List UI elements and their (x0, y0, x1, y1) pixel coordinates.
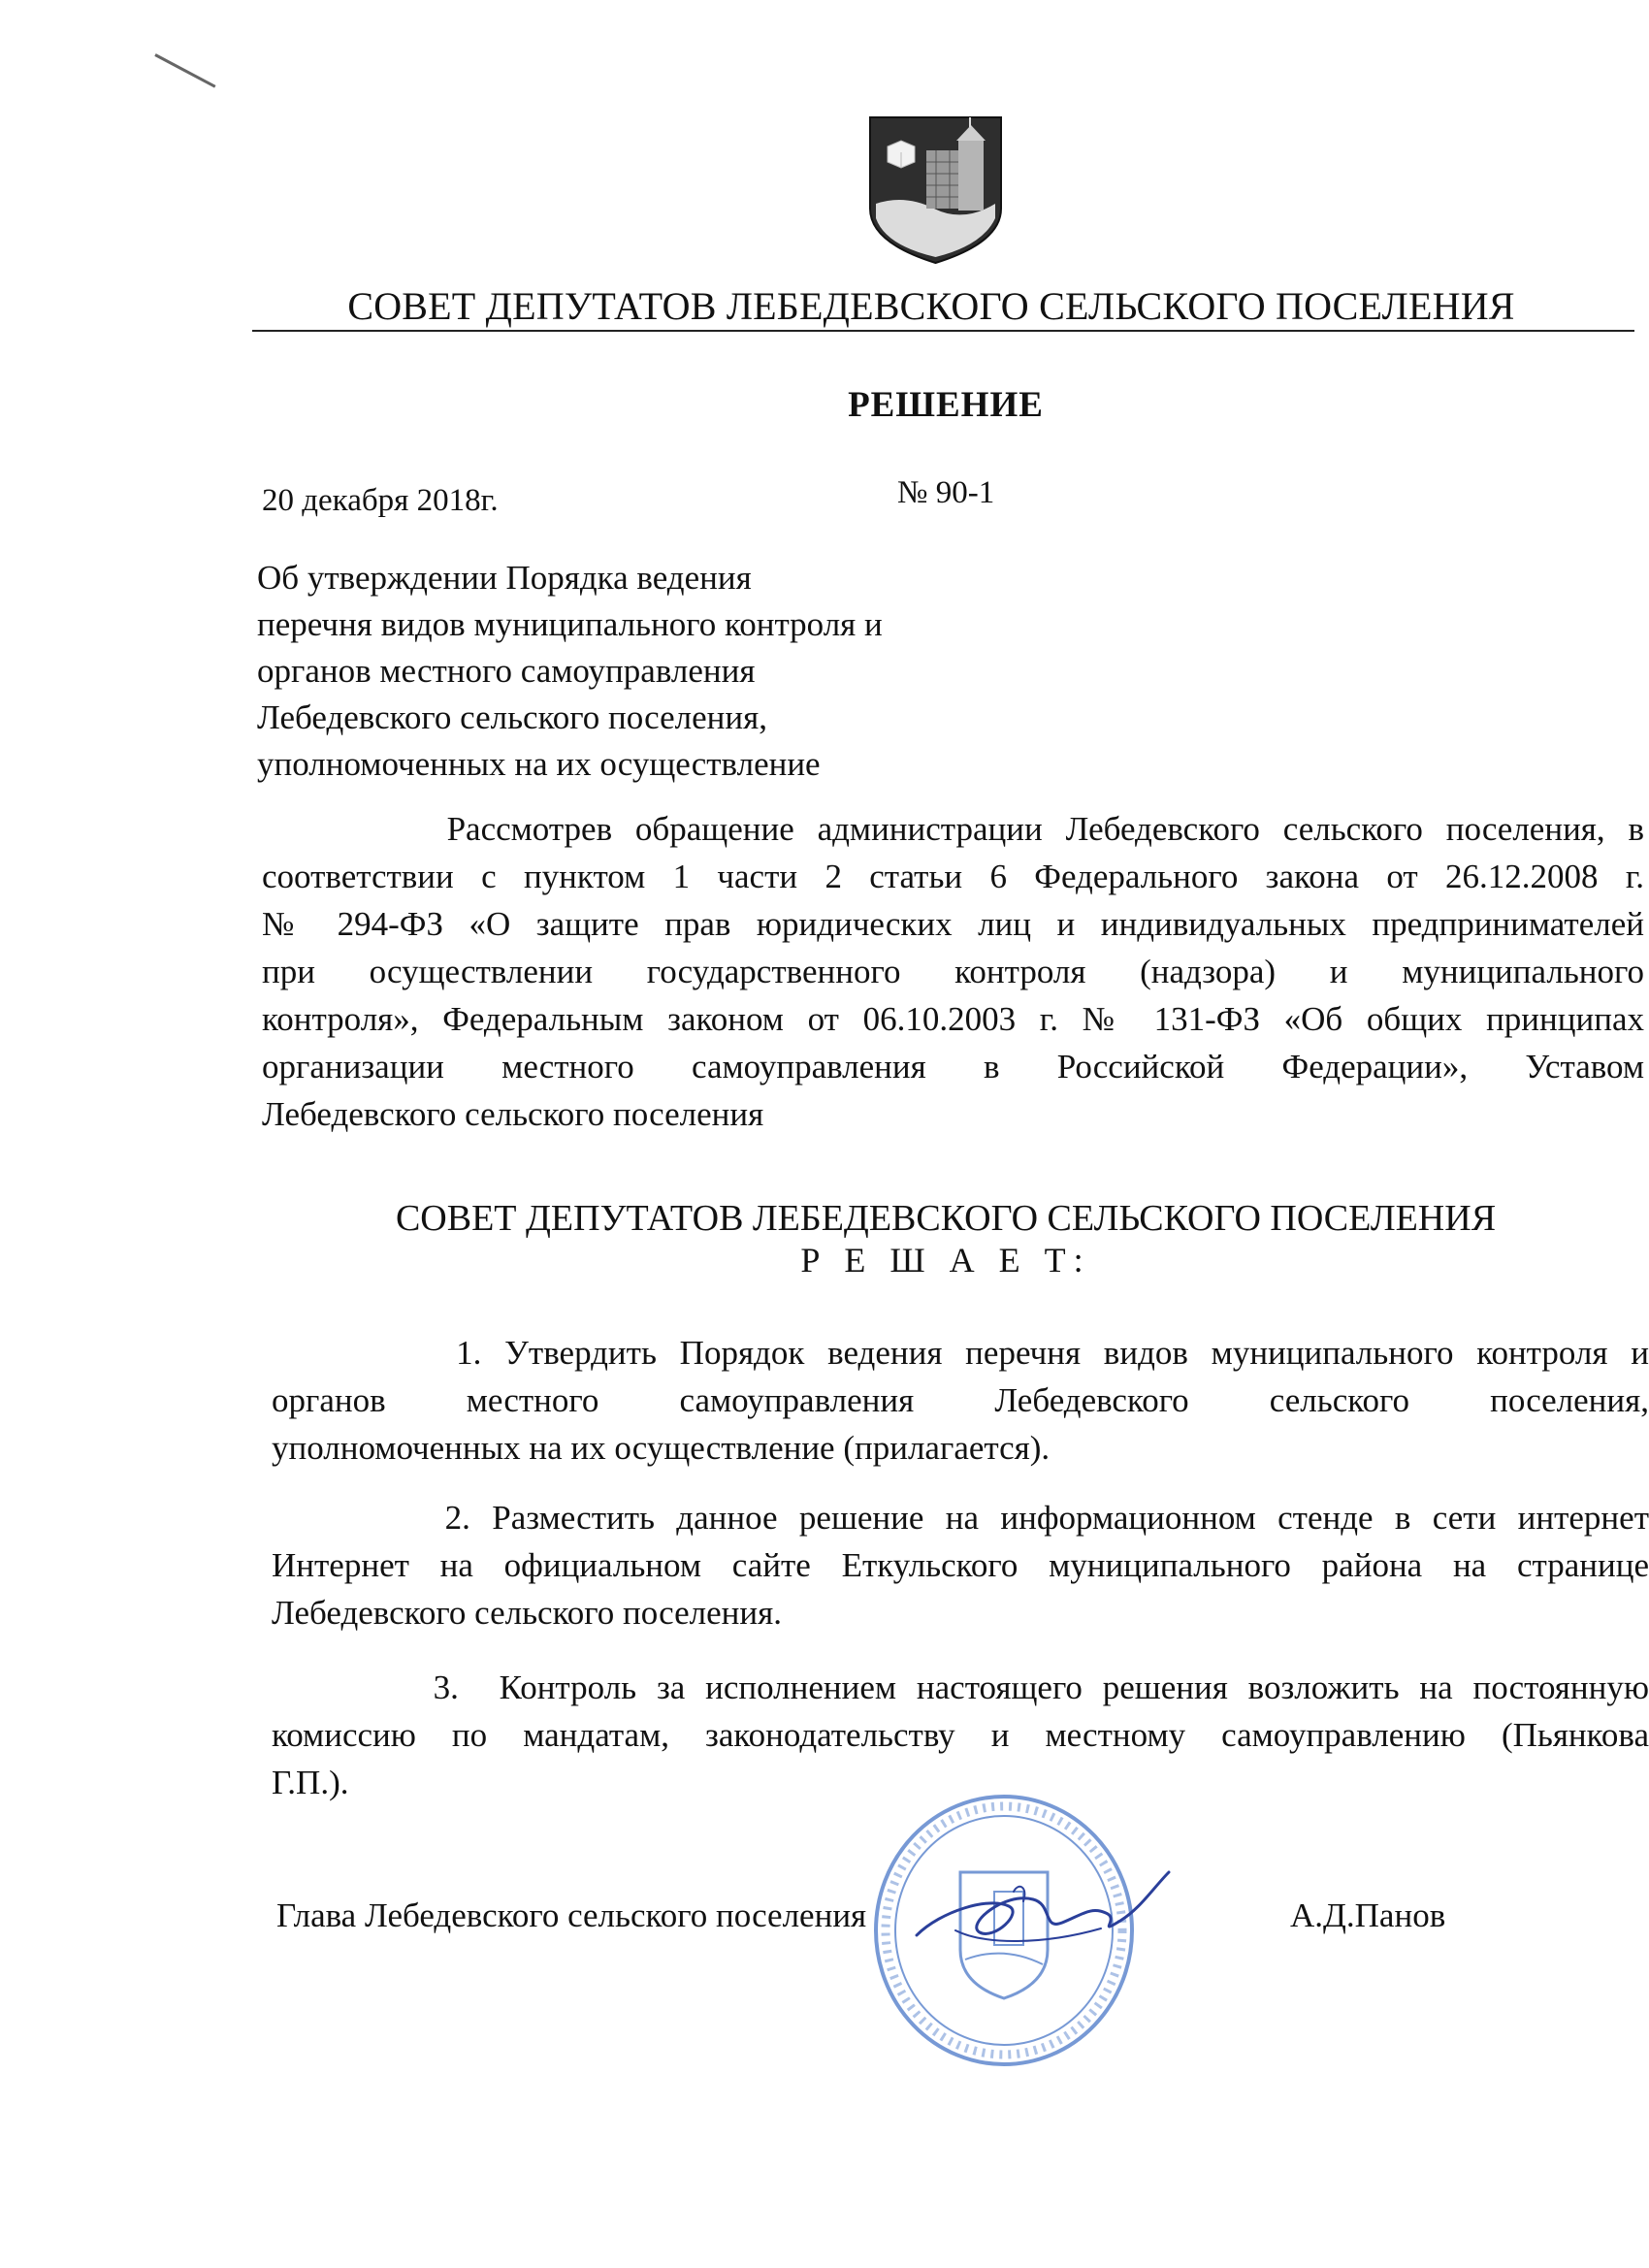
preamble-line: организации местного самоуправления в Российской Федерации», Уставом (262, 1048, 1644, 1085)
preamble-paragraph (262, 805, 1644, 1138)
signatory-title: Глава Лебедевского сельского поселения (276, 1896, 867, 1934)
document-number: № 90-1 (897, 475, 995, 510)
subject-line: органов местного самоуправления (257, 652, 756, 690)
preamble-line: при осуществлении государственного контроля (надзора) и муниципального (262, 953, 1644, 990)
signatory-name: А.Д.Панов (1290, 1896, 1446, 1934)
item-line: 3. Контроль за исполнением настоящего решения возложить на постоянную (272, 1669, 1649, 1706)
preamble-line: контроля», Федеральным законом от 06.10.2003 г. № 131-ФЗ «Об общих принципах (262, 1000, 1644, 1038)
document-date: 20 декабря 2018г. (262, 483, 499, 518)
document-title: РЕШЕНИЕ (848, 385, 1044, 425)
item-line: 1. Утвердить Порядок ведения перечня видов муниципального контроля и (272, 1334, 1649, 1372)
item-line: органов местного самоуправления Лебедевского сельского поселения, (272, 1381, 1649, 1419)
item-line: Интернет на официальном сайте Еткульского муниципального района на странице (272, 1546, 1649, 1584)
item-line: Г.П.). (272, 1764, 349, 1801)
decision-item-2 (272, 1494, 1649, 1636)
preamble-line: соответствии с пунктом 1 части 2 статьи 6 Федерального закона от 26.12.2008 г. (262, 858, 1644, 895)
item-line: 2. Разместить данное решение на информационном стенде в сети интернет (272, 1499, 1649, 1537)
resolves-heading: СОВЕТ ДЕПУТАТОВ ЛЕБЕДЕВСКОГО СЕЛЬСКОГО ПОСЕЛЕНИЯ (395, 1198, 1497, 1239)
decision-item-1 (272, 1329, 1649, 1472)
item-line: комиссию по мандатам, законодательству и местному самоуправлению (Пьянкова (272, 1716, 1649, 1754)
decision-item-3 (272, 1664, 1649, 1806)
council-header: СОВЕТ ДЕПУТАТОВ ЛЕБЕДЕВСКОГО СЕЛЬСКОГО ПОСЕЛЕНИЯ (347, 284, 1515, 328)
subject-line: уполномоченных на их осуществление (257, 745, 821, 783)
preamble-line: № 294-ФЗ «О защите прав юридических лиц и индивидуальных предпринимателей (262, 905, 1644, 943)
handwritten-signature-icon (897, 1853, 1179, 1960)
preamble-line: Лебедевского сельского поселения (262, 1095, 764, 1133)
preamble-line: Рассмотрев обращение администрации Лебедевского сельского поселения, в (262, 810, 1644, 848)
document-subject (257, 555, 994, 788)
subject-line: Об утверждении Порядка ведения (257, 559, 752, 597)
crest-emblem-icon (866, 112, 1005, 265)
header-divider (252, 330, 1634, 332)
subject-line: перечня видов муниципального контроля и (257, 605, 883, 643)
subject-line: Лебедевского сельского поселения, (257, 698, 767, 736)
item-line: Лебедевского сельского поселения. (272, 1594, 782, 1632)
item-line: уполномоченных на их осуществление (прилагается). (272, 1429, 1051, 1467)
resolves-verb: Р Е Ш А Е Т: (800, 1241, 1091, 1280)
scan-artifact-mark (154, 53, 215, 88)
